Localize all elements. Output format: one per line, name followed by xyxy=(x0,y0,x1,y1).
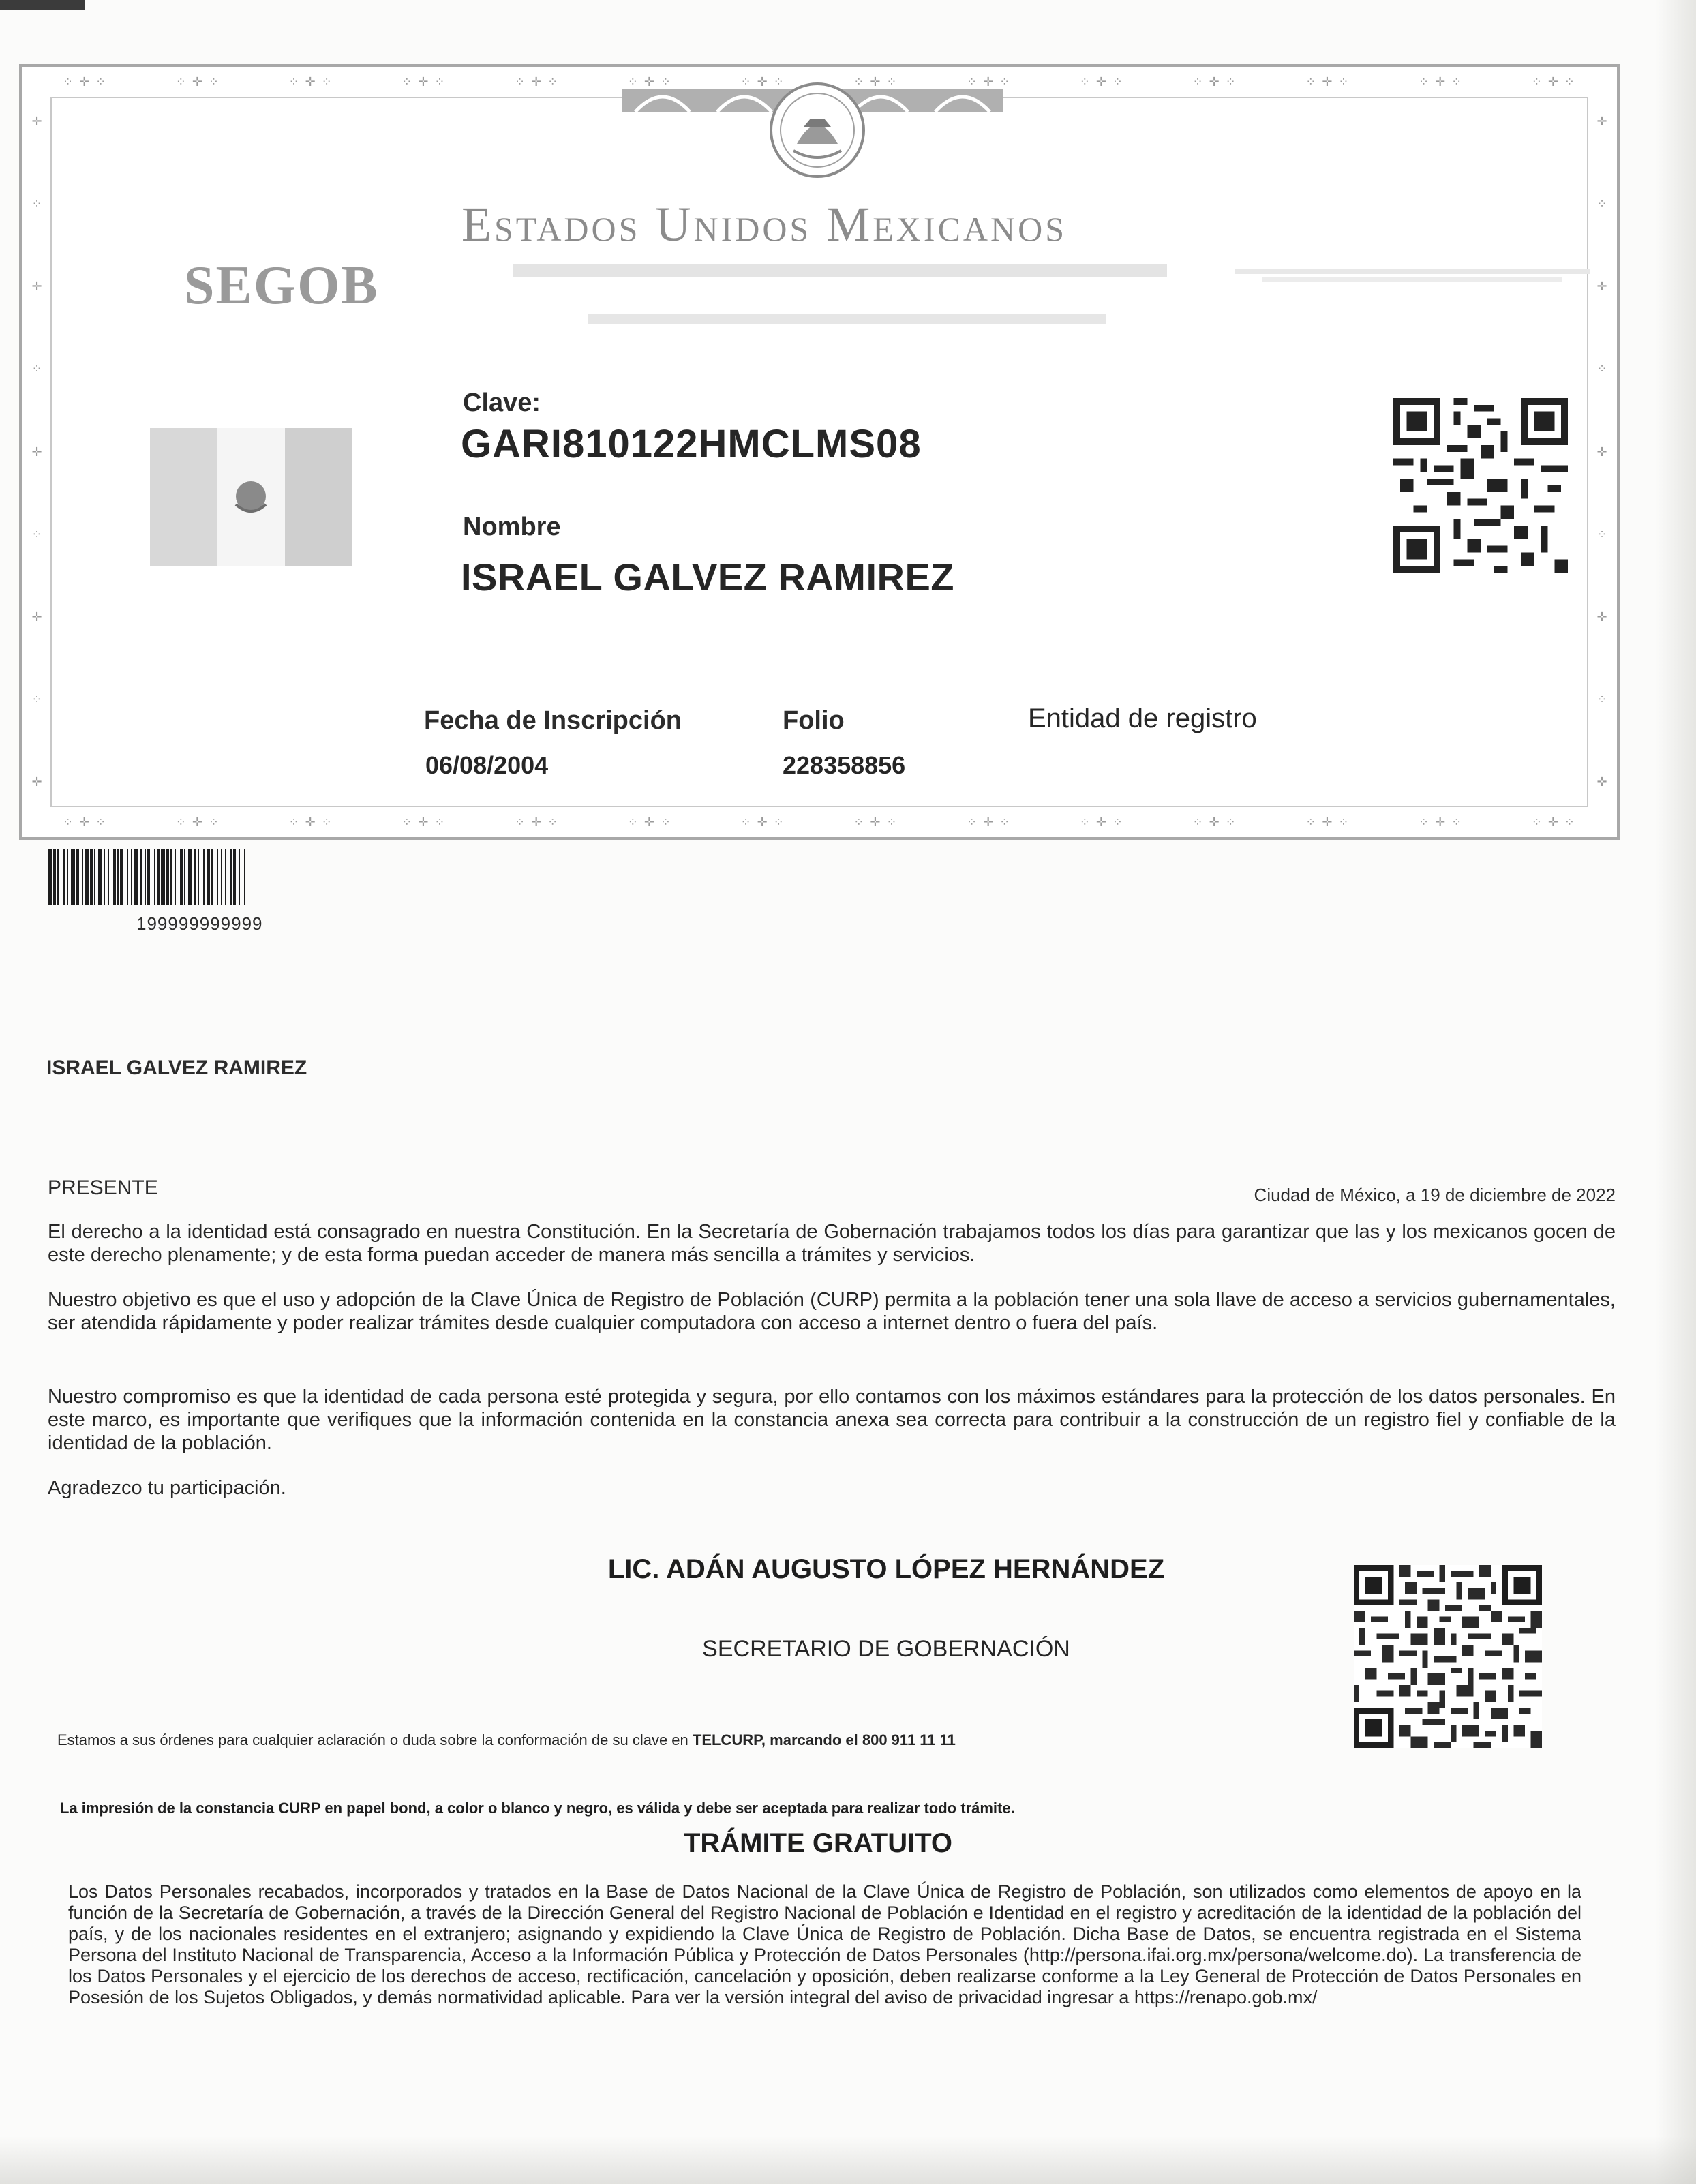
entidad-registro-label: Entidad de registro xyxy=(1028,703,1257,733)
country-heading: Estados Unidos Mexicanos xyxy=(461,197,1067,252)
letter-greeting: PRESENTE xyxy=(48,1177,158,1199)
qr-code-icon xyxy=(1392,398,1569,573)
ornamental-border-top: ⁘ ✛ ⁘ ⁘ ✛ ⁘ ⁘ ✛ ⁘ ⁘ ✛ ⁘ ⁘ ✛ ⁘ ⁘ ✛ ⁘ ⁘ ✛ ⁘ ⁘ ✛ ⁘ ⁘ ✛ ⁘ ⁘ ✛ ⁘ ⁘ ✛ ⁘ ⁘ ✛ ⁘ ⁘ ✛ ⁘ ⁘ ✛ ⁘ xyxy=(63,75,1576,89)
ornamental-border-left: ✛ ⁘ ✛ ⁘ ✛ ⁘ ✛ ⁘ ✛ xyxy=(31,115,42,789)
nombre-label: Nombre xyxy=(463,513,561,541)
ornamental-border-right: ✛ ⁘ ✛ ⁘ ✛ ⁘ ✛ ⁘ ✛ xyxy=(1596,115,1607,789)
letter-recipient: ISRAEL GALVEZ RAMIREZ xyxy=(46,1057,307,1079)
contact-notice-text: Estamos a sus órdenes para cualquier aclaración o duda sobre la conformación de su clave en xyxy=(57,1731,693,1748)
letter-paragraph: Nuestro compromiso es que la identidad de cada persona esté protegida y segura, por ello contamos con los máximos estándares para la protección de los datos personales. En este marco, es importante que verifiques que la información contenida en la constancia anexa sea correcta para contribuir a la construcción de un registro fiel y confiable de la identidad de la población. xyxy=(48,1386,1616,1454)
faded-subtitle-line-1 xyxy=(513,259,1167,282)
fecha-inscripcion-label: Fecha de Inscripción xyxy=(424,706,682,735)
curp-certificate xyxy=(19,64,1620,840)
scan-corner-mark xyxy=(0,0,85,10)
curp-value: GARI810122HMCLMS08 xyxy=(461,422,922,466)
letter-place-date: Ciudad de México, a 19 de diciembre de 2022 xyxy=(1254,1185,1616,1205)
barcode-number: 199999999999 xyxy=(136,913,263,934)
free-procedure-notice: TRÁMITE GRATUITO xyxy=(683,1828,953,1858)
telcurp-phone: TELCURP, marcando el 800 911 11 11 xyxy=(692,1731,956,1748)
letter-paragraph: El derecho a la identidad está consagrado en nuestra Constitución. En la Secretaría de Gobernación trabajamos todos los días para garantizar que las y los mexicanos gocen de este derecho plenamente; y de esta forma puedan acceder de manera más sencilla a trámites y servicios. xyxy=(48,1221,1616,1266)
faded-side-note xyxy=(1235,266,1590,284)
ornamental-border-bottom: ⁘ ✛ ⁘ ⁘ ✛ ⁘ ⁘ ✛ ⁘ ⁘ ✛ ⁘ ⁘ ✛ ⁘ ⁘ ✛ ⁘ ⁘ ✛ ⁘ ⁘ ✛ ⁘ ⁘ ✛ ⁘ ⁘ ✛ ⁘ ⁘ ✛ ⁘ ⁘ ✛ ⁘ ⁘ ✛ ⁘ ⁘ ✛ ⁘ xyxy=(63,815,1576,829)
agency-logo-text: SEGOB xyxy=(184,256,379,316)
full-name-value: ISRAEL GALVEZ RAMIREZ xyxy=(461,556,955,598)
fecha-inscripcion-value: 06/08/2004 xyxy=(425,751,549,779)
contact-notice xyxy=(57,1731,956,1749)
qr-code-icon xyxy=(1352,1565,1543,1748)
barcode-icon xyxy=(48,849,371,905)
mexican-flag-icon xyxy=(150,428,352,566)
clave-label: Clave: xyxy=(463,389,541,417)
faded-subtitle-line-2 xyxy=(588,308,1106,330)
scan-edge-shadow-bottom xyxy=(0,2136,1696,2184)
letter-paragraph: Nuestro objetivo es que el uso y adopción de la Clave Única de Registro de Población (CURP) permita a la población tener una sola llave de acceso a servicios gubernamentales, ser atendida rápidamente y poder realizar trámites desde cualquier computadora con acceso a internet dentro o fuera del país. xyxy=(48,1289,1616,1334)
privacy-notice: Los Datos Personales recabados, incorporados y tratados en la Base de Datos Nacional de la Clave Única de Registro de Población, son utilizados como elementos de apoyo en la función de la Secretaría de Gobernación, a través de la Dirección General del Registro Nacional de Población e Identidad en el registro y acreditación de la identidad de la población del país, y de los nacionales residentes en el extranjero; asignando y expidiendo la Clave Única de Registro de Población. Dicha Base de Datos, se encuentra registrada en el Sistema Persona del Instituto Nacional de Transparencia, Acceso a la Información Pública y Protección de Datos Personales (http://persona.ifai.org.mx/persona/welcome.do). La transferencia de los Datos Personales y el ejercicio de los derechos de acceso, rectificación, cancelación y oposición, deben realizarse conforme a la Ley General de Protección de Datos Personales en Posesión de los Sujetos Obligados, y demás normatividad aplicable. Para ver la versión integral del aviso de privacidad ingresar a https://renapo.gob.mx/ xyxy=(68,1881,1581,2007)
letter-paragraph: Agradezco tu participación. xyxy=(48,1477,286,1499)
folio-value: 228358856 xyxy=(783,751,906,779)
folio-label: Folio xyxy=(783,706,845,735)
national-seal-icon xyxy=(766,79,868,181)
print-validity-notice: La impresión de la constancia CURP en papel bond, a color o blanco y negro, es válida y debe ser aceptada para realizar todo trámite. xyxy=(60,1800,1015,1817)
signatory-title: SECRETARIO DE GOBERNACIÓN xyxy=(702,1636,1070,1662)
signatory-name: LIC. ADÁN AUGUSTO LÓPEZ HERNÁNDEZ xyxy=(607,1554,1165,1584)
scan-edge-shadow-right xyxy=(1655,0,1696,2184)
